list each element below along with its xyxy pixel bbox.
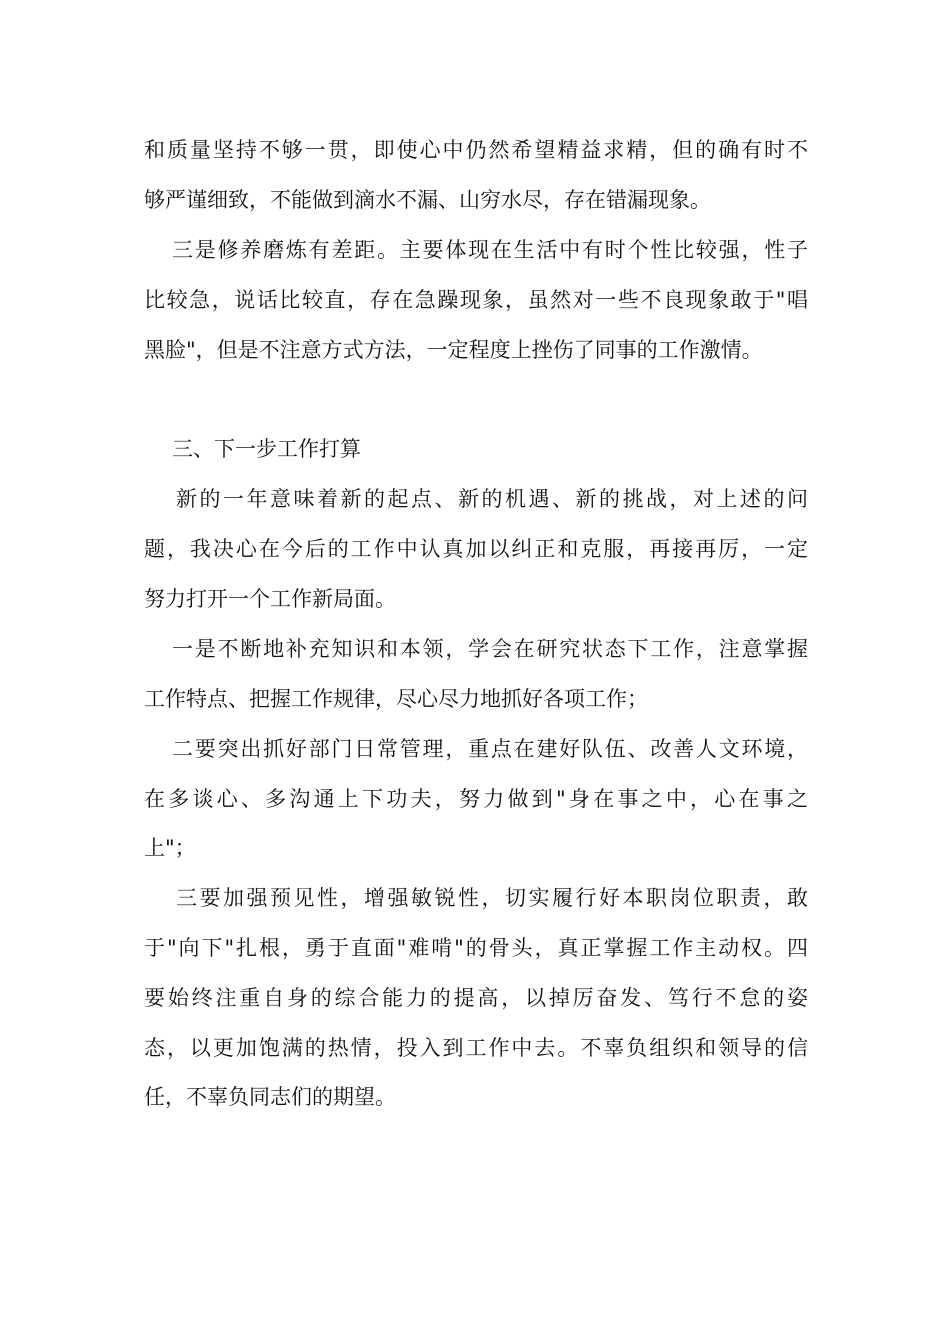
- paragraph-line: 在多谈心、多沟通上下功夫，努力做到"身在事之中，心在事之: [144, 787, 808, 811]
- paragraph-line: 上"；: [144, 836, 196, 860]
- paragraph-line: 三要加强预见性，增强敏锐性，切实履行好本职岗位职责，敢: [176, 886, 808, 910]
- section-heading: 三、下一步工作打算: [172, 437, 361, 461]
- paragraph-line: 够严谨细致，不能做到滴水不漏、山穷水尽，存在错漏现象。: [144, 188, 711, 212]
- paragraph-line: 工作特点、把握工作规律，尽心尽力地抓好各项工作；: [144, 687, 648, 711]
- paragraph-line: 于"向下"扎根，勇于直面"难啃"的骨头，真正掌握工作主动权。四: [144, 936, 808, 960]
- paragraph-line: 任，不辜负同志们的期望。: [144, 1085, 396, 1109]
- paragraph-line: 三是修养磨炼有差距。主要体现在生活中有时个性比较强，性子: [172, 238, 808, 262]
- paragraph-line: 黑脸"，但是不注意方式方法，一定程度上挫伤了同事的工作激情。: [144, 338, 763, 362]
- paragraph-line: 新的一年意味着新的起点、新的机遇、新的挑战，对上述的问: [176, 487, 808, 511]
- paragraph-line: 题，我决心在今后的工作中认真加以纠正和克服，再接再厉，一定: [144, 537, 808, 561]
- paragraph-line: 要始终注重自身的综合能力的提高，以掉厉奋发、笃行不怠的姿: [144, 986, 808, 1010]
- paragraph-line: 和质量坚持不够一贯，即使心中仍然希望精益求精，但的确有时不: [144, 138, 808, 162]
- paragraph-line: 努力打开一个工作新局面。: [144, 587, 396, 611]
- paragraph-line: 态，以更加饱满的热情，投入到工作中去。不辜负组织和领导的信: [144, 1036, 808, 1060]
- paragraph-line: 比较急，说话比较直，存在急躁现象，虽然对一些不良现象敢于"唱: [144, 288, 808, 312]
- paragraph-line: 一是不断地补充知识和本领，学会在研究状态下工作，注意掌握: [172, 637, 808, 661]
- paragraph-line: 二要突出抓好部门日常管理，重点在建好队伍、改善人文环境，: [172, 737, 808, 761]
